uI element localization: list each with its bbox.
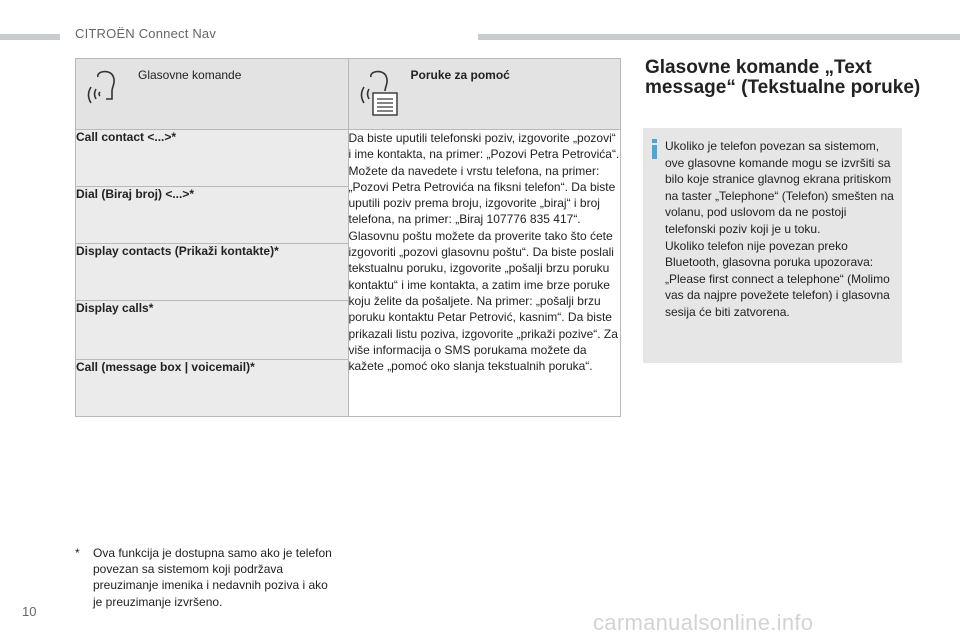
info-paragraph-2: Ukoliko telefon nije povezan preko Bluetooth, glasovna poruka upozorava: „Please first connect a telephone“ (Molimo vas da najpre povežete telefon) i glasovna sesija će biti zatvorena.	[665, 238, 890, 319]
command-call-contact: Call contact <...>*	[76, 130, 349, 187]
info-icon	[652, 139, 657, 159]
info-text	[665, 138, 897, 321]
header-bar-right	[478, 34, 960, 40]
table-header-commands	[76, 59, 349, 130]
help-text-cell: Da biste uputili telefonski poziv, izgovorite „pozovi“ i ime kontakta, na primer: „Pozovi Petra Petrovića“. Možete da navedete i vrstu telefona, na primer: „Pozovi Petra Petrovića na fiksni telefon“. Da biste uputili poziv prema broju, izgovorite „biraj“ i broj telefona, na primer: „Biraj 107776 835 417“. Glasovnu poštu možete da proverite tako što ćete izgovoriti „pozovi glasovnu poštu“. Da biste poslali tekstualnu poruku, izgovorite „pošalji brzu poruku kontaktu“ i ime kontakta, a zatim ime brze poruke koju želite da pošaljete. Na primer: „pošalji brzu poruku kontaktu Petar Petrović, kasnim“. Da biste prikazali listu poziva, izgovorite „prikaži pozive“. Za više informacija o SMS porukama možete da kažete „pomoć oko slanja tekstualnih poruka“.	[348, 130, 621, 417]
info-box	[643, 128, 902, 363]
col1-header-label: Glasovne komande	[138, 68, 242, 82]
voice-command-icon	[86, 69, 122, 114]
table-header-help	[348, 59, 621, 130]
command-dial: Dial (Biraj broj) <...>*	[76, 187, 349, 244]
voice-commands-table	[75, 58, 621, 417]
table-header-row	[76, 59, 621, 130]
footnote-star: *	[75, 546, 80, 560]
voice-help-icon	[359, 69, 399, 122]
command-display-contacts: Display contacts (Prikaži kontakte)*	[76, 244, 349, 301]
footnote-text: Ova funkcija je dostupna samo ako je telefon povezan sa sistemom koji podržava preuzimanje imenika i nedavnih poziva i ako je preuzimanje izvršeno.	[93, 546, 332, 609]
command-display-calls: Display calls*	[76, 301, 349, 360]
page-number: 10	[22, 604, 37, 619]
command-call-voicemail: Call (message box | voicemail)*	[76, 360, 349, 417]
table-row	[76, 130, 621, 187]
watermark: carmanualsonline.info	[593, 610, 814, 635]
header-bar-left	[0, 34, 60, 40]
col2-header-label: Poruke za pomoć	[410, 68, 510, 82]
section-title: Glasovne komande „Text message“ (Tekstualne poruke)	[645, 57, 921, 98]
document-header-title: CITROËN Connect Nav	[75, 26, 217, 41]
info-paragraph-1: Ukoliko je telefon povezan sa sistemom, ove glasovne komande mogu se izvršiti sa bilo koje stranice glavnog ekrana pritiskom na taster „Telephone“ (Telefon) smešten na volanu, pod uslovom da ne postoji telefonski poziv koji je u toku.	[665, 139, 894, 236]
